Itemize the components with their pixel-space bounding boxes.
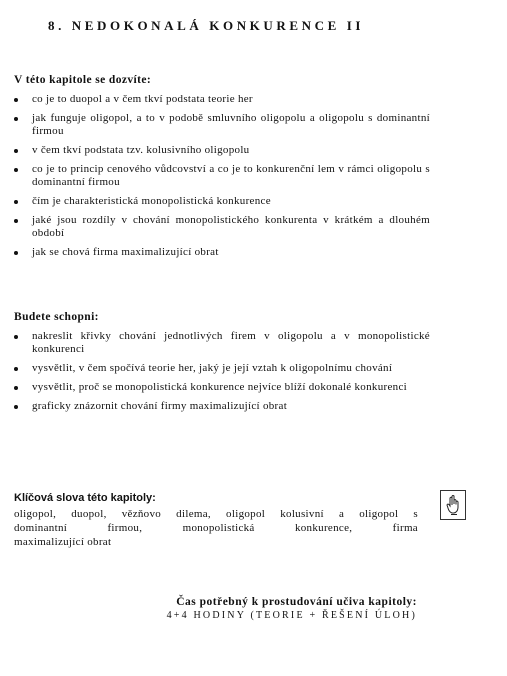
bullet-icon [14,98,18,102]
list-item: v čem tkví podstata tzv. kolusivního oligopolu [0,144,430,157]
pointing-hand-icon [440,490,466,520]
bullet-icon [14,335,18,339]
list-item: jak funguje oligopol, a to v podobě smluvního oligopolu a oligopolu s dominantní firmou [0,112,430,138]
able-heading: Budete schopni: [14,311,99,323]
list-item: vysvětlit, v čem spočívá teorie her, jaký je její vztah k oligopolnímu chování [0,362,430,375]
keywords-line: maximalizující obrat [14,536,112,548]
list-item: jak se chová firma maximalizující obrat [0,246,430,259]
keywords-line: oligopol, duopol, vězňovo dilema, oligopol kolusivní a oligopol s [14,508,418,520]
bullet-icon [14,405,18,409]
learn-heading: V této kapitole se dozvíte: [14,74,152,86]
able-list [0,330,430,419]
list-item: graficky znázornit chování firmy maximalizující obrat [0,400,430,413]
list-item: co je to princip cenového vůdcovství a co je to konkurenční lem v rámci oligopolu s dominantní firmou [0,163,430,189]
bullet-icon [14,219,18,223]
keywords-text [14,507,418,549]
bullet-icon [14,168,18,172]
chapter-title: 8. NEDOKONALÁ KONKURENCE II [48,18,365,33]
bullet-icon [14,200,18,204]
list-item: čím je charakteristická monopolistická konkurence [0,195,430,208]
bullet-icon [14,149,18,153]
list-item: vysvětlit, proč se monopolistická konkurence nejvíce blíží dokonalé konkurenci [0,381,430,394]
keywords-line: dominantní firmou, monopolistická konkurence, firma [14,522,418,534]
bullet-icon [14,386,18,390]
learn-list [0,93,430,265]
bullet-icon [14,367,18,371]
list-item: co je to duopol a v čem tkví podstata teorie her [0,93,430,106]
list-item: nakreslit křivky chování jednotlivých firem v oligopolu a v monopolistické konkurenci [0,330,430,356]
keywords-heading: Klíčová slova této kapitoly: [14,492,156,504]
bullet-icon [14,251,18,255]
study-time-heading: Čas potřebný k prostudování učiva kapitoly: [176,596,417,608]
bullet-icon [14,117,18,121]
study-time-value: 4+4 HODINY (TEORIE + ŘEŠENÍ ÚLOH) [166,610,417,621]
list-item: jaké jsou rozdíly v chování monopolistického konkurenta v krátkém a dlouhém období [0,214,430,240]
